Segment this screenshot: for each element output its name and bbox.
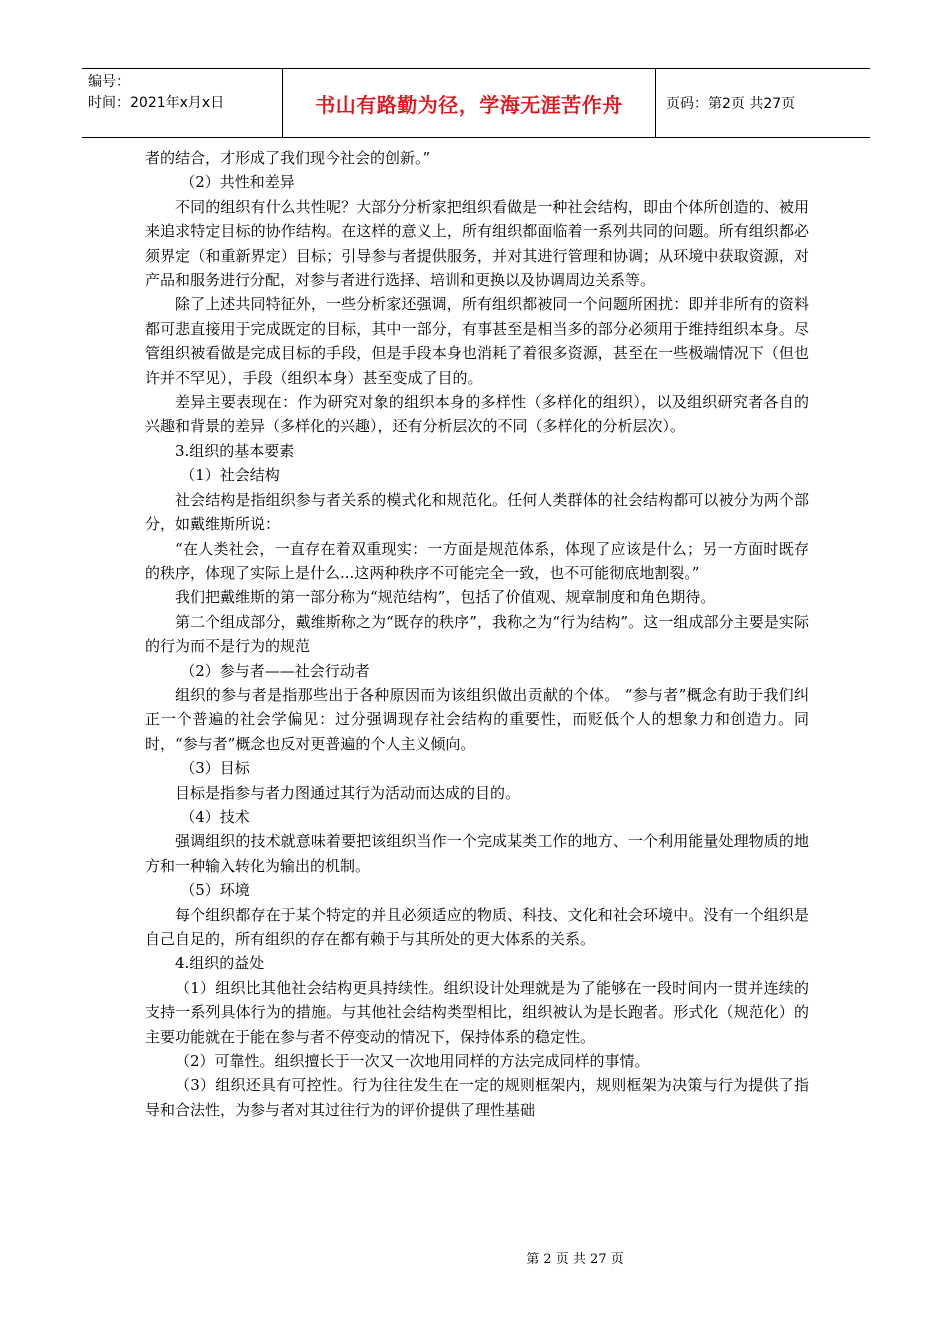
paragraph: 者的结合，才形成了我们现今社会的创新。” xyxy=(145,149,431,167)
paragraph: 目标是指参与者力图通过其行为活动而达成的目的。 xyxy=(175,783,521,802)
document-body xyxy=(145,146,809,1122)
paragraph: 不同的组织有什么共性呢？大部分分析家把组织看做是一种社会结构，即由个体所创造的、被用来追求特定目标的协作结构。在这样的意义上，所有组织都面临着一系列共同的问题。所有组织都必须界定（和重新界定）目标；引导参与者提供服务，并对其进行管理和协调；从环境中获取资源，对产品和服务进行分配，对参与者进行选择、培训和更换以及协调周边关系等。 xyxy=(145,197,809,290)
paragraph: 除了上述共同特征外，一些分析家还强调，所有组织都被同一个问题所困扰：即并非所有的资料都可悲直接用于完成既定的目标，其中一部分，有事甚至是相当多的部分必须用于维持组织本身。尽管组织被看做是完成目标的手段，但是手段本身也消耗了着很多资源，甚至在一些极端情况下（但也许并不罕见），手段（组织本身）甚至变成了目的。 xyxy=(145,295,809,387)
section-heading: 3.组织的基本要素 xyxy=(175,441,295,460)
subsection-heading: （2）参与者——社会行动者 xyxy=(180,661,370,680)
subsection-heading: （5）环境 xyxy=(180,881,250,900)
page-header xyxy=(82,68,870,138)
subsection-heading: （4）技术 xyxy=(180,807,250,826)
header-page-number: 页码：第2页 共27页 xyxy=(666,96,796,112)
section-heading: 4.组织的益处 xyxy=(175,954,265,973)
paragraph: 第二个组成部分，戴维斯称之为“既存的秩序”，我称之为“行为结构”。这一组成部分主要是实际的行为而不是行为的规范 xyxy=(145,612,809,656)
page-footer: 第 2 页 共 27 页 xyxy=(526,1252,624,1267)
subsection-heading: （1）社会结构 xyxy=(180,466,280,485)
paragraph: 差异主要表现在：作为研究对象的组织本身的多样性（多样化的组织），以及组织研究者各自的兴趣和背景的差异（多样化的兴趣），还有分析层次的不同（多样化的分析层次）。 xyxy=(145,393,809,436)
paragraph: （1）组织比其他社会结构更具持续性。组织设计处理就是为了能够在一段时间内一贯并连续的支持一系列具体行为的措施。与其他社会结构类型相比，组织被认为是长跑者。形式化（规范化）的主要功能就在于能在参与者不停变动的情况下，保持体系的稳定性。 xyxy=(145,978,809,1046)
subsection-heading: （2）共性和差异 xyxy=(180,173,295,192)
document-date-label: 时间：2021年x月x日 xyxy=(88,95,225,111)
paragraph: 我们把戴维斯的第一部分称为“规范结构”，包括了价值观、规章制度和角色期待。 xyxy=(175,588,716,607)
paragraph: 强调组织的技术就意味着要把该组织当作一个完成某类工作的地方、一个利用能量处理物质的地方和一种输入转化为输出的机制。 xyxy=(145,832,809,875)
subsection-heading: （3）目标 xyxy=(180,759,250,778)
paragraph: 社会结构是指组织参与者关系的模式化和规范化。任何人类群体的社会结构都可以被分为两个部分，如戴维斯所说： xyxy=(145,490,809,534)
document-number-label: 编号： xyxy=(88,74,130,90)
header-motto: 书山有路勤为径，学海无涯苦作舟 xyxy=(282,69,656,137)
quote-paragraph: “在人类社会，一直存在着双重现实：一方面是规范体系，体现了应该是什么；另一方面时既存的秩序，体现了实际上是什么...这两种秩序不可能完全一致，也不可能彻底地割裂。” xyxy=(145,539,809,582)
paragraph: 每个组织都存在于某个特定的并且必须适应的物质、科技、文化和社会环境中。没有一个组织是自己自足的，所有组织的存在都有赖于与其所处的更大体系的关系。 xyxy=(145,905,809,948)
paragraph: 组织的参与者是指那些出于各种原因而为该组织做出贡献的个体。 “参与者”概念有助于我们纠正一个普遍的社会学偏见：过分强调现存社会结构的重要性，而贬低个人的想象力和创造力。同时，“参与者”概念也反对更普遍的个人主义倾向。 xyxy=(145,685,809,753)
header-meta xyxy=(82,69,282,137)
paragraph: （2）可靠性。组织擅长于一次又一次地用同样的方法完成同样的事情。 xyxy=(175,1052,650,1071)
paragraph: （3）组织还具有可控性。行为往往发生在一定的规则框架内，规则框架为决策与行为提供了指导和合法性，为参与者对其过往行为的评价提供了理性基础 xyxy=(145,1076,809,1119)
